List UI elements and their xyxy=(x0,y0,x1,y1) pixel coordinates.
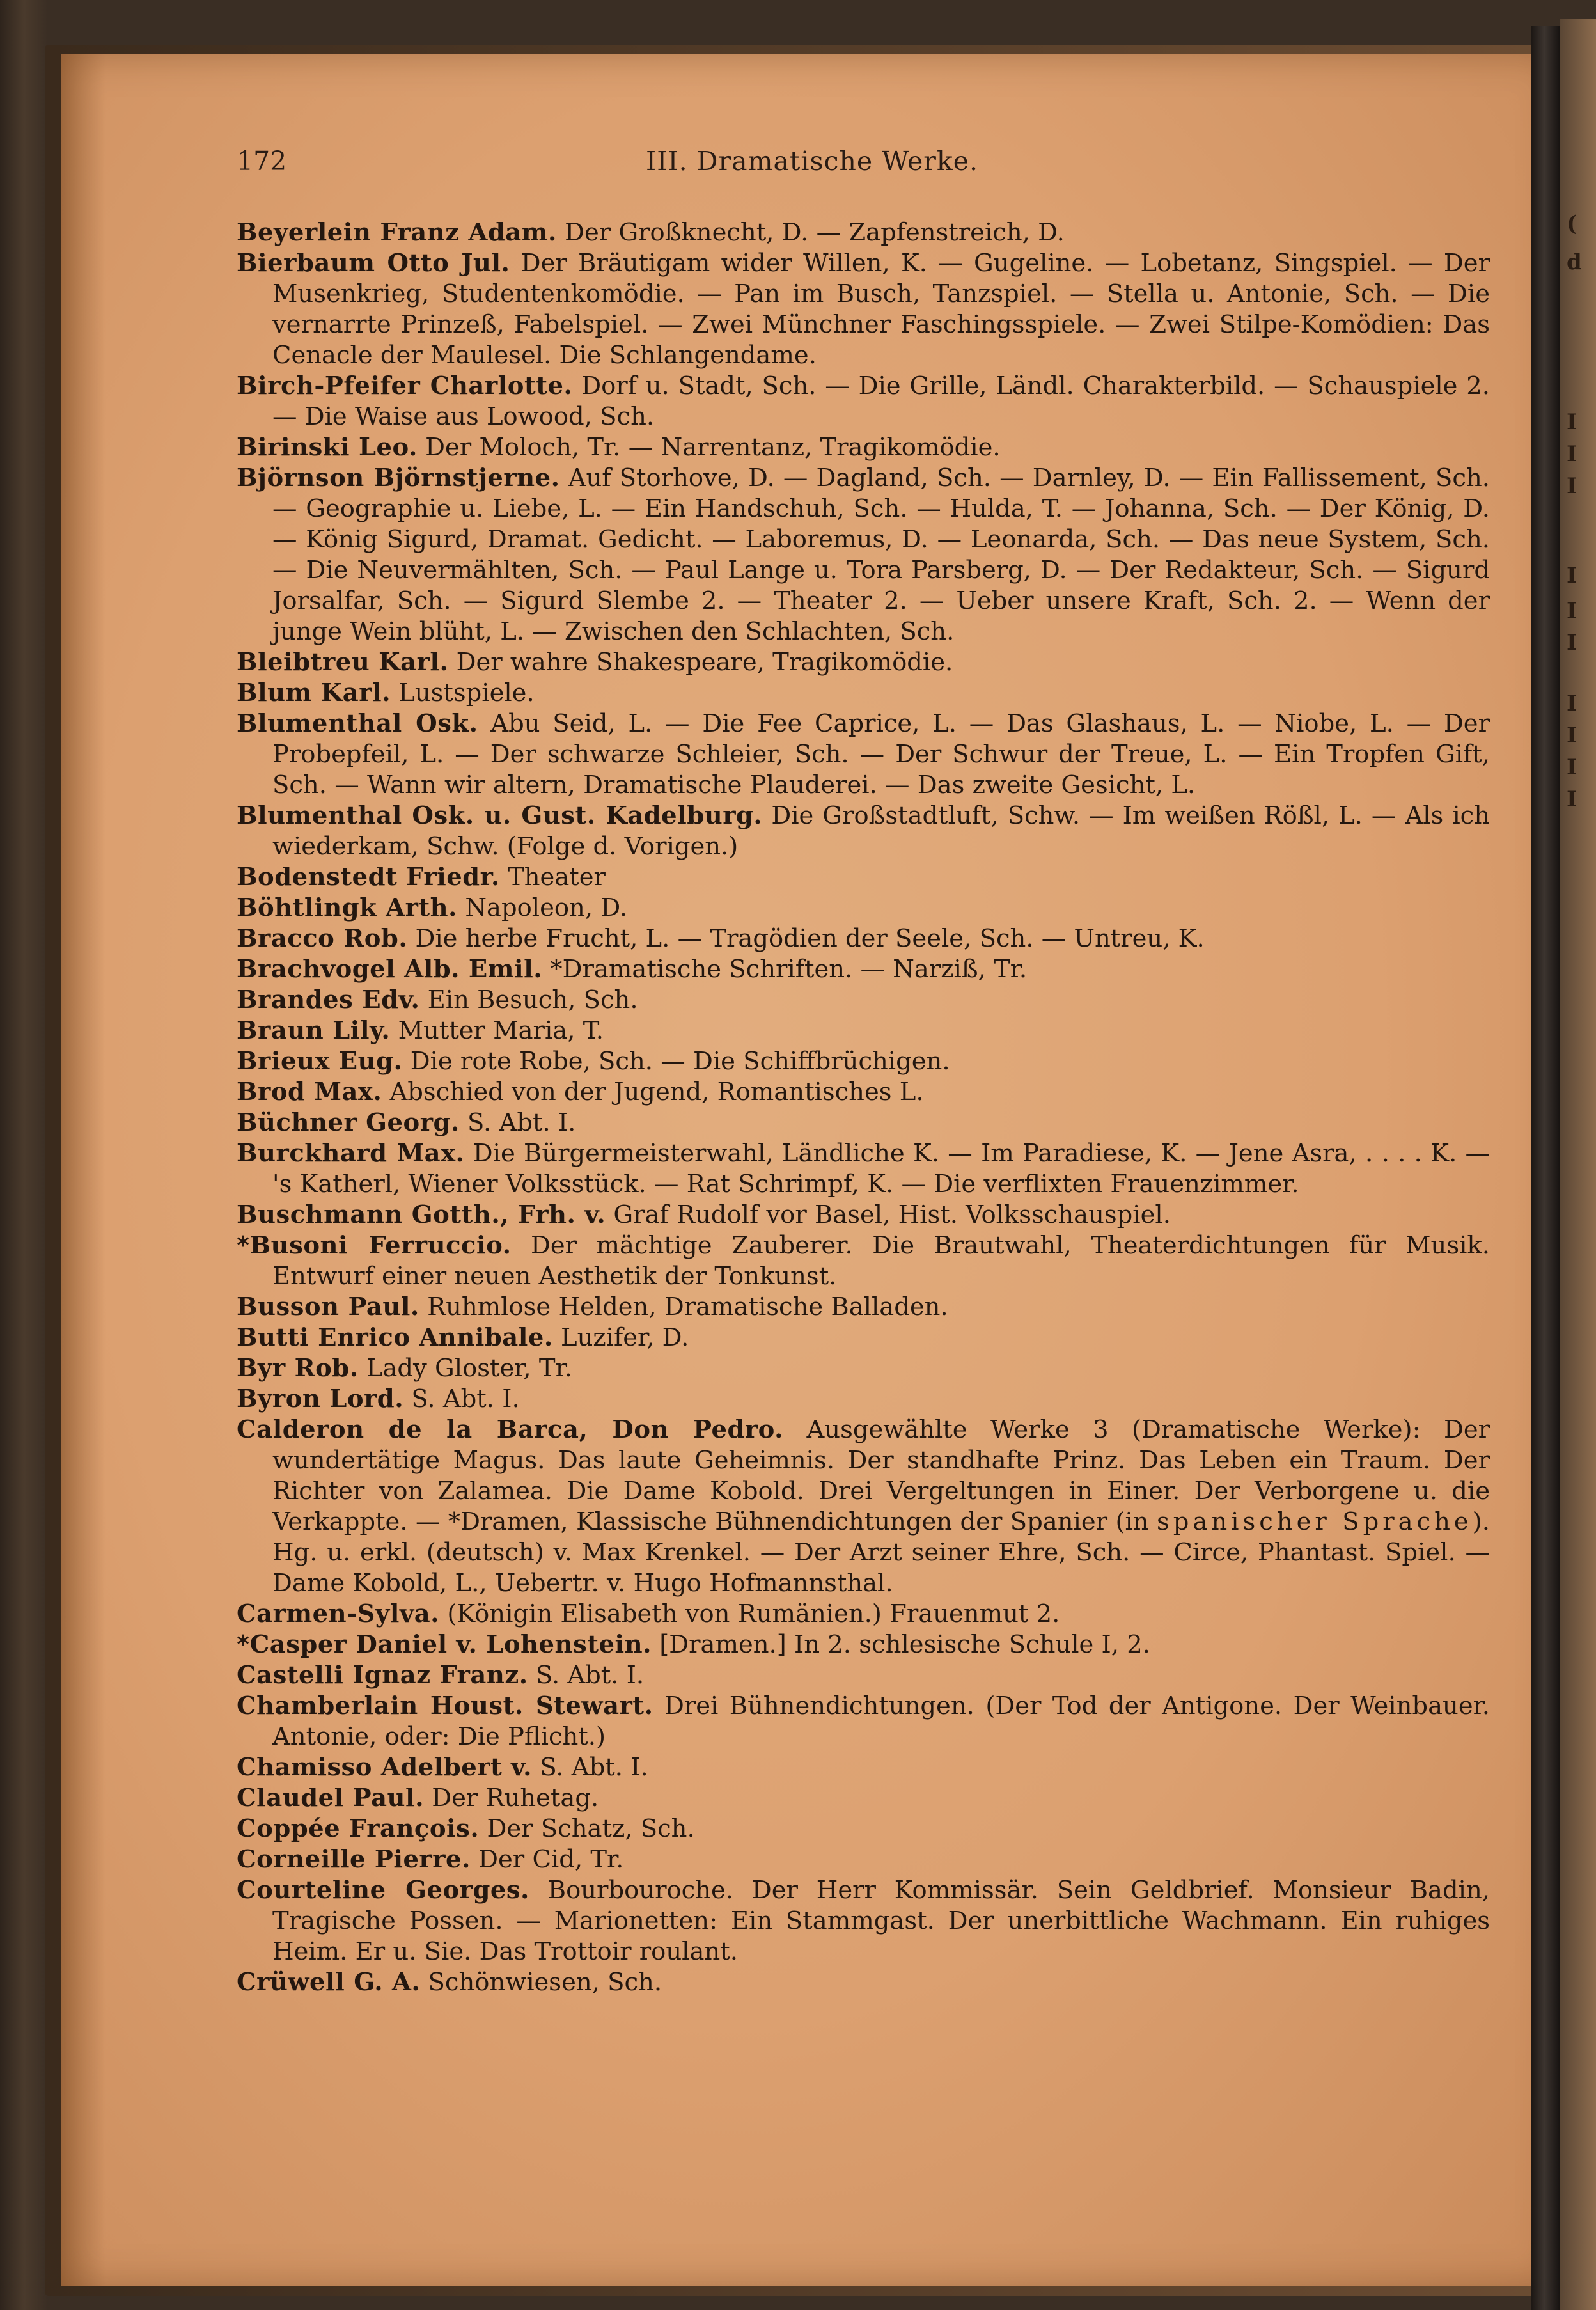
author-name: Böhtlingk Arth. xyxy=(237,893,458,922)
list-item xyxy=(237,893,1490,923)
works-text: S. Abt. I. xyxy=(532,1753,648,1782)
works-text: Die herbe Frucht, L. — Tragödien der Seele, Sch. — Untreu, K. xyxy=(407,924,1205,953)
author-name: Birinski Leo. xyxy=(237,433,418,462)
author-name: Beyerlein Franz Adam. xyxy=(237,218,557,247)
author-name: *Busoni Ferruccio. xyxy=(237,1231,512,1260)
works-text: Mutter Maria, T. xyxy=(390,1016,604,1045)
author-name: Bracco Rob. xyxy=(237,924,408,953)
author-name: Byr Rob. xyxy=(237,1354,359,1383)
author-name: Burckhard Max. xyxy=(237,1139,465,1168)
author-name: Birch-Pfeifer Charlotte. xyxy=(237,372,573,400)
author-name: Brachvogel Alb. Emil. xyxy=(237,955,543,984)
list-item xyxy=(237,1599,1490,1630)
list-item xyxy=(237,1967,1490,1998)
works-text: Ein Besuch, Sch. xyxy=(419,986,638,1014)
author-name: Brandes Edv. xyxy=(237,986,420,1014)
works-text: Der mächtige Zauberer. Die Brautwahl, Theaterdichtungen für Musik. Entwurf einer neuen Aesthetik der Tonkunst. xyxy=(272,1231,1490,1291)
margin-letter: I xyxy=(1567,563,1577,588)
list-item xyxy=(237,248,1490,371)
works-text: Die rote Robe, Sch. — Die Schiffbrüchigen. xyxy=(402,1047,950,1076)
list-item xyxy=(237,1323,1490,1353)
spaced-text: spanischer Sprache xyxy=(1157,1507,1473,1536)
works-text: Die Bürgermeisterwahl, Ländliche K. — Im Paradiese, K. — Jene Asra, . . . . K. — 's Katherl, Wiener Volksstück. — Rat Schrimpf, K. — Die verflixten Frauenzimmer. xyxy=(272,1139,1490,1198)
author-name: Brieux Eug. xyxy=(237,1047,403,1076)
author-name: Corneille Pierre. xyxy=(237,1845,471,1874)
author-name: Chamberlain Houst. Stewart. xyxy=(237,1692,653,1720)
works-text: Der Cid, Tr. xyxy=(470,1845,624,1874)
list-item xyxy=(237,1384,1490,1415)
works-text: Drei Bühnendichtungen. (Der Tod der Antigone. Der Weinbauer. Antonie, oder: Die Pflicht.) xyxy=(272,1692,1490,1751)
works-text: Der Moloch, Tr. — Narrentanz, Tragikomödie. xyxy=(417,433,1001,462)
works-text: ). Hg. u. erkl. (deutsch) v. Max Krenkel. — Der Arzt seiner Ehre, Sch. — Circe, Phantast. Spiel. — Dame Kobold, L., Uebertr. v. Hugo Hofmannsthal. xyxy=(272,1507,1490,1598)
works-text: S. Abt. I. xyxy=(459,1108,576,1137)
list-item xyxy=(237,923,1490,954)
page-number: 172 xyxy=(237,146,287,177)
works-text: Abu Seid, L. — Die Fee Caprice, L. — Das Glashaus, L. — Niobe, L. — Der Probepfeil, L. — Der schwarze Schleier, Sch. — Der Schwur der Treue, L. — Ein Tropfen Gift, Sch. — Wann wir altern, Dramatische Plauderei. — Das zweite Gesicht, L. xyxy=(272,709,1490,799)
list-item xyxy=(237,1077,1490,1108)
list-item xyxy=(237,1230,1490,1292)
list-item xyxy=(237,1875,1490,1967)
margin-letter: I xyxy=(1567,630,1577,656)
author-name: Blumenthal Osk. u. Gust. Kadelburg. xyxy=(237,801,763,830)
author-name: Claudel Paul. xyxy=(237,1784,425,1812)
works-text: Der Großknecht, D. — Zapfenstreich, D. xyxy=(556,218,1065,247)
page-gutter-shadow xyxy=(61,54,106,2286)
list-item xyxy=(237,1415,1490,1599)
margin-letter: d xyxy=(1567,249,1582,275)
author-name: Bodenstedt Friedr. xyxy=(237,863,500,892)
works-text: Lustspiele. xyxy=(391,679,535,707)
list-item xyxy=(237,1660,1490,1691)
margin-letter: I xyxy=(1567,787,1577,812)
works-text: S. Abt. I. xyxy=(528,1661,645,1690)
list-item xyxy=(237,801,1490,862)
works-text: Luzifer, D. xyxy=(552,1323,689,1352)
adjacent-page-edge xyxy=(1560,19,1596,2310)
works-text: Der Ruhetag. xyxy=(424,1784,599,1812)
margin-letter: I xyxy=(1567,691,1577,716)
margin-letter: I xyxy=(1567,409,1577,435)
list-item xyxy=(237,1844,1490,1875)
list-item xyxy=(237,1200,1490,1230)
margin-letter: I xyxy=(1567,598,1577,624)
margin-letter: I xyxy=(1567,473,1577,499)
list-item xyxy=(237,1353,1490,1384)
list-item xyxy=(237,463,1490,647)
list-item xyxy=(237,1016,1490,1046)
author-name: Byron Lord. xyxy=(237,1385,404,1413)
works-text: Dorf u. Stadt, Sch. — Die Grille, Ländl. Charakterbild. — Schauspiele 2. — Die Waise aus Lowood, Sch. xyxy=(272,372,1490,431)
author-name: Blumenthal Osk. xyxy=(237,709,478,738)
author-name: Calderon de la Barca, Don Pedro. xyxy=(237,1415,784,1444)
author-name: Coppée François. xyxy=(237,1814,480,1843)
author-name: *Casper Daniel v. Lohenstein. xyxy=(237,1630,652,1659)
list-item xyxy=(237,1292,1490,1323)
author-name: Brod Max. xyxy=(237,1078,382,1106)
entry-list xyxy=(237,217,1490,1998)
works-text: Der Bräutigam wider Willen, K. — Gugeline. — Lobetanz, Singspiel. — Der Musenkrieg, Studentenkomödie. — Pan im Busch, Tanzspiel. — Stella u. Antonie, Sch. — Die vernarrte Prinzeß, Fabelspiel. — Zwei Münchner Faschingsspiele. — Zwei Stilpe-Komödien: Das Cenacle der Maulesel. Die Schlangendame. xyxy=(272,249,1490,370)
works-text: (Königin Elisabeth von Rumänien.) Frauenmut 2. xyxy=(439,1599,1060,1628)
margin-letter: I xyxy=(1567,755,1577,780)
list-item xyxy=(237,432,1490,463)
margin-letter: I xyxy=(1567,441,1577,467)
works-text: [Dramen.] In 2. schlesische Schule I, 2. xyxy=(651,1630,1150,1659)
list-item xyxy=(237,1630,1490,1660)
list-item xyxy=(237,1752,1490,1783)
author-name: Blum Karl. xyxy=(237,679,391,707)
book-spine xyxy=(1531,26,1560,2310)
works-text: Abschied von der Jugend, Romantisches L. xyxy=(382,1078,924,1106)
author-name: Courteline Georges. xyxy=(237,1876,529,1905)
list-item xyxy=(237,1783,1490,1814)
works-text: Ruhmlose Helden, Dramatische Balladen. xyxy=(419,1292,948,1321)
author-name: Chamisso Adelbert v. xyxy=(237,1753,533,1782)
works-text: Bourbouroche. Der Herr Kommissär. Sein Geldbrief. Monsieur Badin, Tragische Possen. — Marionetten: Ein Stammgast. Der unerbittliche Wachmann. Ein ruhiges Heim. Er u. Sie. Das Trottoir roulant. xyxy=(272,1876,1490,1966)
author-name: Bleibtreu Karl. xyxy=(237,648,449,677)
list-item xyxy=(237,678,1490,709)
list-item xyxy=(237,1814,1490,1844)
list-item xyxy=(237,1046,1490,1077)
works-text: S. Abt. I. xyxy=(403,1385,520,1413)
list-item xyxy=(237,985,1490,1016)
works-text: Graf Rudolf vor Basel, Hist. Volksschauspiel. xyxy=(606,1200,1171,1229)
section-title: III. Dramatische Werke. xyxy=(646,146,978,177)
works-text: Lady Gloster, Tr. xyxy=(358,1354,573,1383)
margin-letter: I xyxy=(1567,723,1577,748)
margin-letter: ( xyxy=(1567,211,1577,237)
works-text: Schönwiesen, Sch. xyxy=(420,1968,662,1997)
list-item xyxy=(237,1138,1490,1200)
author-name: Crüwell G. A. xyxy=(237,1968,421,1997)
list-item xyxy=(237,709,1490,801)
works-text: Die Großstadtluft, Schw. — Im weißen Rößl, L. — Als ich wiederkam, Schw. (Folge d. Vorigen.) xyxy=(272,801,1490,861)
list-item xyxy=(237,217,1490,248)
list-item xyxy=(237,1108,1490,1138)
works-text: Auf Storhove, D. — Dagland, Sch. — Darnley, D. — Ein Fallissement, Sch. — Geographie u. Liebe, L. — Ein Handschuh, Sch. — Hulda, T. — Johanna, Sch. — Der König, D. — König Sigurd, Dramat. Gedicht. — Laboremus, D. — Leonarda, Sch. — Das neue System, Sch. — Die Neuvermählten, Sch. — Paul Lange u. Tora Parsberg, D. — Der Redakteur, Sch. — Sigurd Jorsalfar, Sch. — Sigurd Slembe 2. — Theater 2. — Ueber unsere Kraft, Sch. 2. — Wenn der junge Wein blüht, L. — Zwischen den Schlachten, Sch. xyxy=(272,464,1490,646)
author-name: Bierbaum Otto Jul. xyxy=(237,249,510,278)
list-item xyxy=(237,371,1490,432)
works-text: Theater xyxy=(499,863,606,892)
list-item xyxy=(237,647,1490,678)
works-text: Der wahre Shakespeare, Tragikomödie. xyxy=(448,648,953,677)
author-name: Castelli Ignaz Franz. xyxy=(237,1661,528,1690)
list-item xyxy=(237,954,1490,985)
author-name: Buschmann Gotth., Frh. v. xyxy=(237,1200,606,1229)
author-name: Braun Lily. xyxy=(237,1016,391,1045)
works-text: Der Schatz, Sch. xyxy=(479,1814,695,1843)
author-name: Busson Paul. xyxy=(237,1292,419,1321)
page-header xyxy=(237,146,1388,184)
works-text: *Dramatische Schriften. — Narziß, Tr. xyxy=(542,955,1028,984)
list-item xyxy=(237,862,1490,893)
works-text: Napoleon, D. xyxy=(457,893,628,922)
works-text: Ausgewählte Werke 3 (Dramatische Werke): Der wundertätige Magus. Das laute Geheimnis. Der standhafte Prinz. Das Leben ein Traum. Der Richter von Zalamea. Die Dame Kobold. Drei Vergeltungen in Einer. Der Verborgene u. die Verkappte. — *Dramen, Klassische Bühnendichtungen der Spanier (in xyxy=(272,1415,1490,1536)
author-name: Butti Enrico Annibale. xyxy=(237,1323,553,1352)
author-name: Björnson Björnstjerne. xyxy=(237,464,560,492)
author-name: Carmen-Sylva. xyxy=(237,1599,440,1628)
list-item xyxy=(237,1691,1490,1752)
author-name: Büchner Georg. xyxy=(237,1108,460,1137)
